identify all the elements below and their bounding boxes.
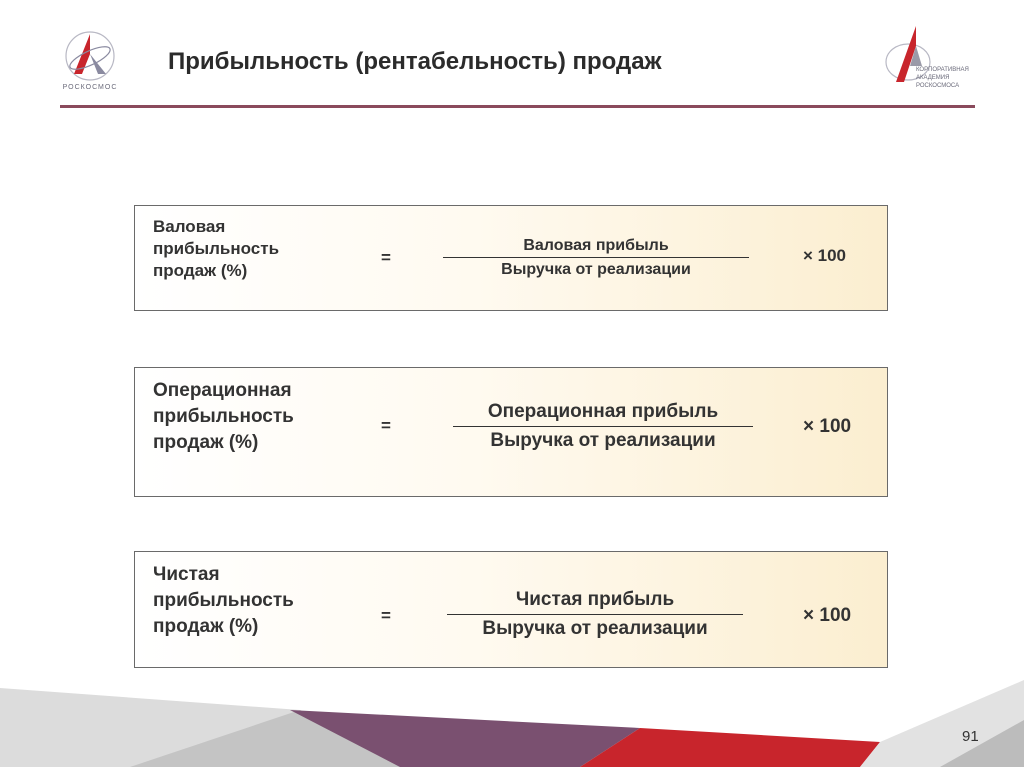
fraction (443, 234, 749, 281)
denominator: Выручка от реализации (482, 618, 708, 639)
denominator: Выручка от реализации (490, 430, 716, 451)
fraction (447, 586, 743, 643)
equals-sign: = (381, 416, 391, 435)
label-line: продаж (%) (153, 261, 248, 280)
multiplier: × 100 (803, 605, 852, 626)
label-line: Чистая (153, 564, 220, 585)
formula-box-gross (134, 205, 888, 311)
formula-label (153, 378, 294, 456)
header-divider (60, 105, 975, 108)
label-line: прибыльность (153, 590, 294, 611)
numerator: Чистая прибыль (447, 586, 743, 615)
numerator: Операционная прибыль (453, 398, 753, 427)
roscosmos-logo (50, 28, 130, 98)
label-line: продаж (%) (153, 616, 259, 637)
formula-label (153, 216, 279, 282)
equals-sign: = (381, 606, 391, 625)
formula-label (153, 562, 294, 640)
academy-logo (880, 22, 990, 102)
logo-left-caption: РОСКОСМОС (62, 84, 118, 91)
footer-decoration (0, 680, 1024, 767)
formula-box-net (134, 551, 888, 668)
formula-box-operating (134, 367, 888, 497)
roscosmos-emblem-icon (60, 28, 120, 84)
equals-sign: = (381, 248, 391, 267)
label-line: прибыльность (153, 239, 280, 258)
label-line: продаж (%) (153, 432, 259, 453)
numerator: Валовая прибыль (443, 234, 749, 258)
denominator: Выручка от реализации (501, 261, 691, 278)
label-line: Валовая (153, 217, 226, 236)
multiplier: × 100 (803, 416, 852, 437)
label-line: прибыльность (153, 406, 294, 427)
multiplier: × 100 (803, 246, 847, 265)
fraction (453, 398, 753, 455)
page-title: Прибыльность (рентабельность) продаж (168, 48, 662, 75)
logo-right-caption: КОРПОРАТИВНАЯ АКАДЕМИЯ РОСКОСМОСА (916, 67, 969, 89)
page-number: 91 (962, 728, 979, 745)
label-line: Операционная (153, 380, 292, 401)
